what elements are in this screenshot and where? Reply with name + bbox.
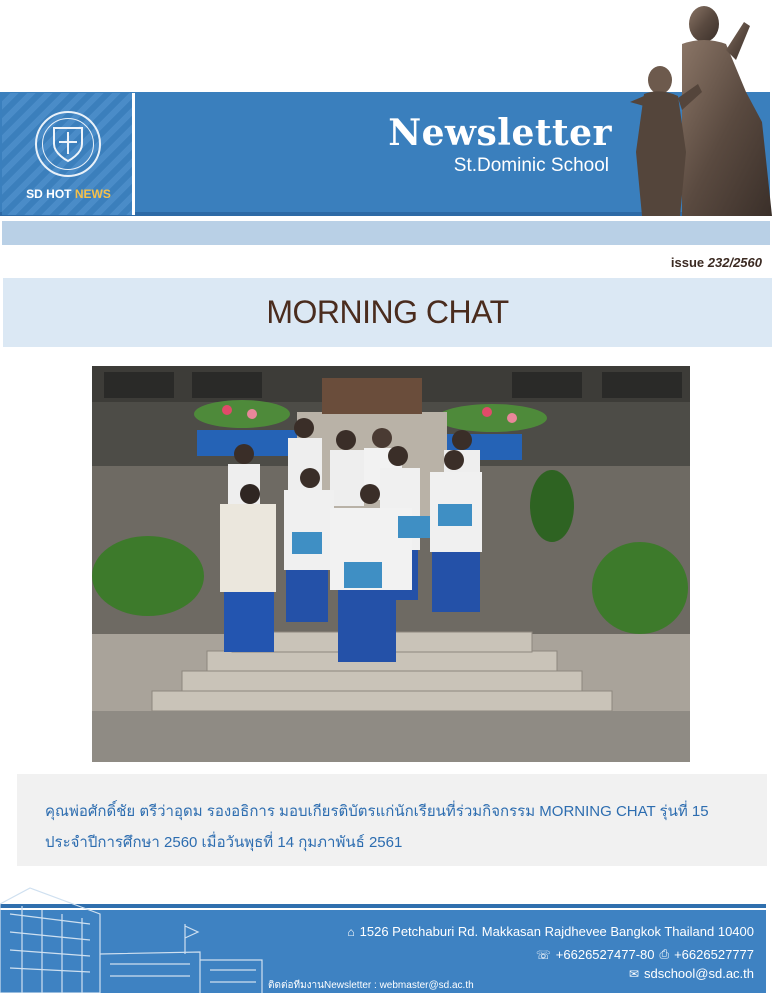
issue-number [671,255,762,270]
footer-contact[interactable]: ติดต่อทีมงานNewsletter : webmaster@sd.ac.th [268,980,474,991]
caption-line-1: คุณพ่อศักดิ์ชัย ตรีว่าอุดม รองอธิการ มอบเกียรติบัตรแก่นักเรียนที่ร่วมกิจกรรม MORNING CHAT รุ่นที่ 15 [45,803,709,820]
article-title: MORNING CHAT [266,294,509,330]
footer-phone-row [536,947,754,962]
fax-icon: ⎙ [659,947,670,961]
phone-icon: ☏ [535,947,551,962]
caption-box [17,774,767,866]
school-logo-box[interactable] [2,93,135,215]
caption-line-2: ประจำปีการศึกษา 2560 เมื่อวันพุธที่ 14 กุมภาพันธ์ 2561 [45,834,403,851]
issue-value: 232/2560 [707,255,762,270]
school-crest-icon [35,111,101,177]
school-name: St.Dominic School [453,155,609,176]
phone-text[interactable]: +6626527477-80 [555,947,655,962]
envelope-icon: ✉ [628,966,639,981]
news-label: NEWS [74,187,111,201]
school-building-illustration [0,884,270,993]
hot-news-badge [2,187,135,201]
address-text: 1526 Petchaburi Rd. Makkasan Rajdhevee Bangkok Thailand 10400 [359,924,754,939]
article-title-bar [3,278,772,347]
sub-header-band [2,221,770,245]
footer-address [347,924,754,939]
email-link[interactable]: sdschool@sd.ac.th [643,966,754,981]
statue-image [622,2,784,216]
hot-label: SD HOT [26,187,72,201]
issue-label: issue [670,255,705,270]
fax-text: +6626527777 [674,947,754,962]
footer-email-row [629,966,754,981]
home-icon: ⌂ [347,924,355,939]
newsletter-title: Newsletter [388,112,612,154]
group-photo[interactable] [92,366,690,762]
